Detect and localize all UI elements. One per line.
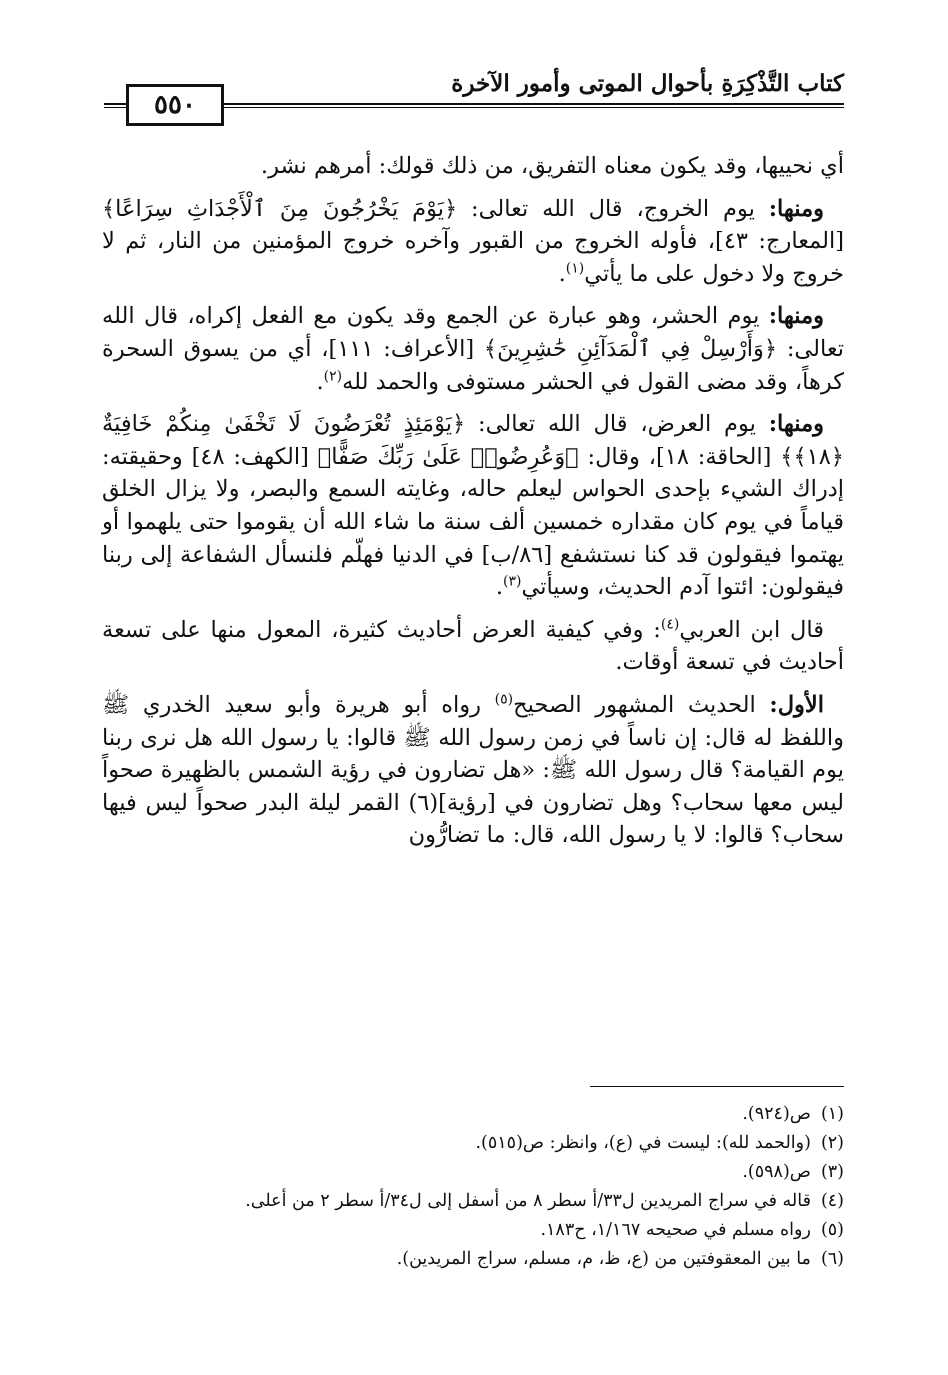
footnote-ref: (١) (565, 260, 585, 277)
paragraph-tail: : وفي كيفية العرض أحاديث كثيرة، المعول منها على تسعة أحاديث في تسعة أوقات. (102, 616, 844, 676)
page-number-box (126, 84, 224, 123)
paragraph-text: قال ابن العربي (679, 616, 824, 643)
page-header-title: كتاب التَّذْكِرَةِ بأحوال الموتى وأمور الآخرة (451, 70, 844, 97)
footnote-number: (٤) (820, 1191, 844, 1211)
footnote-number: (٦) (820, 1249, 844, 1269)
footnote-text: قاله في سراج المريدين ل٣٣/أ سطر ٨ من أسفل إلى ل٣٤/أ سطر ٢ من أعلى. (245, 1191, 811, 1211)
paragraph (102, 300, 844, 398)
paragraph-tail: . (495, 574, 503, 601)
footnotes (102, 1100, 844, 1274)
footnote-number: (٣) (820, 1162, 844, 1182)
page-number: ٥٥٠ (154, 90, 196, 120)
paragraph-lead: ومنها: (768, 195, 824, 222)
paragraph-tail: . (316, 368, 324, 395)
footnote-text: رواه مسلم في صحيحه ١/١٦٧، ح١٨٣. (540, 1220, 811, 1240)
paragraph (102, 614, 844, 679)
paragraph-lead: ومنها: (768, 303, 824, 330)
paragraph-lead: الأول: (769, 691, 824, 718)
footnote-item (102, 1129, 844, 1158)
footnote-number: (٢) (820, 1133, 844, 1153)
footnote-ref: (٤) (660, 616, 680, 633)
footnote-item (102, 1187, 844, 1216)
footnote-text: ص(٥٩٨). (742, 1162, 811, 1182)
footnote-text: (والحمد لله): ليست في (ع)، وانظر: ص(٥١٥). (475, 1133, 811, 1153)
footnote-item (102, 1158, 844, 1187)
paragraph-text: يوم الخروج، قال الله تعالى: ﴿يَوْمَ يَخْرُجُونَ مِنَ ٱلْأَجْدَاثِ سِرَاعًا﴾ [المعارج: ٤٣]، فأوله الخروج من القبور وآخره خروج المؤمنين من النار، ثم لا خروج ولا دخول على ما يأتي (102, 195, 844, 287)
footnote-number: (١) (820, 1104, 844, 1124)
paragraph-lead: ومنها: (768, 411, 824, 438)
footnote-ref: (٥) (494, 691, 514, 708)
footnote-text: ص(٩٢٤). (742, 1104, 811, 1124)
paragraph-text: أي نحييها، وقد يكون معناه التفريق، من ذلك قولك: أمرهم نشر. (260, 153, 844, 179)
footnote-number: (٥) (820, 1220, 844, 1240)
footnote-item (102, 1216, 844, 1245)
footnote-separator (590, 1086, 844, 1087)
paragraph-text: يوم الحشر، وهو عبارة عن الجمع وقد يكون مع الفعل إكراه، قال الله تعالى: ﴿وَأَرْسِلْ فِي ٱلْمَدَآئِنِ حَٰشِرِينَ﴾ [الأعراف: ١١١]، أي من يسوق السحرة كرهاً، وقد مضى القول في الحشر مستوفى والحمد لله (102, 303, 844, 395)
paragraph-tail: . (558, 260, 566, 287)
footnote-ref: (٢) (323, 368, 343, 385)
paragraph-text: يوم العرض، قال الله تعالى: ﴿يَوْمَئِذٍ تُعْرَضُونَ لَا تَخْفَىٰ مِنكُمْ خَافِيَةٌ ﴿١٨﴾﴾ [الحاقة: ١٨]، وقال: ﴿وَعُرِضُوا۟ عَلَىٰ رَبِّكَ صَفًّا﴾ [الكهف: ٤٨] وحقيقته: إدراك الشيء بإحدى الحواس ليعلم حاله، وغايته السمع والبصر، ولا يزال الخلق قياماً في يوم كان مقداره خمسين ألف سنة ما شاء الله أن يقوموا حتى يلهموا أو يهتموا فيقولون قد كنا نستشفع [٨٦/ب] في الدنيا فهلّم فلنسأل الشفاعة إلى ربنا فيقولون: ائتوا آدم الحديث، وسيأتي (102, 411, 845, 601)
footnote-ref: (٣) (502, 573, 522, 590)
footnote-item (102, 1245, 844, 1274)
paragraph-tail: رواه أبو هريرة وأبو سعيد الخدري ﷺ واللفظ له قال: إن ناساً في زمن رسول الله ﷺ قالوا: يا رسول الله هل نرى ربنا يوم القيامة؟ قال رسول الله ﷺ: «هل تضارون في رؤية الشمس بالظهيرة صحواً ليس معها سحاب؟ وهل تضارون في [رؤية](٦) القمر ليلة البدر صحواً ليس فيها سحاب؟ قالوا: لا يا رسول الله، قال: ما تضارُّون (102, 691, 844, 849)
paragraph (102, 150, 844, 183)
paragraph (102, 193, 844, 291)
footnote-item (102, 1100, 844, 1129)
paragraph-text: الحديث المشهور الصحيح (513, 691, 770, 718)
main-text (102, 150, 844, 862)
paragraph (102, 408, 844, 604)
paragraph (102, 689, 844, 852)
footnote-text: ما بين المعقوفتين من (ع، ظ، م، مسلم، سراج المريدين). (396, 1249, 811, 1269)
